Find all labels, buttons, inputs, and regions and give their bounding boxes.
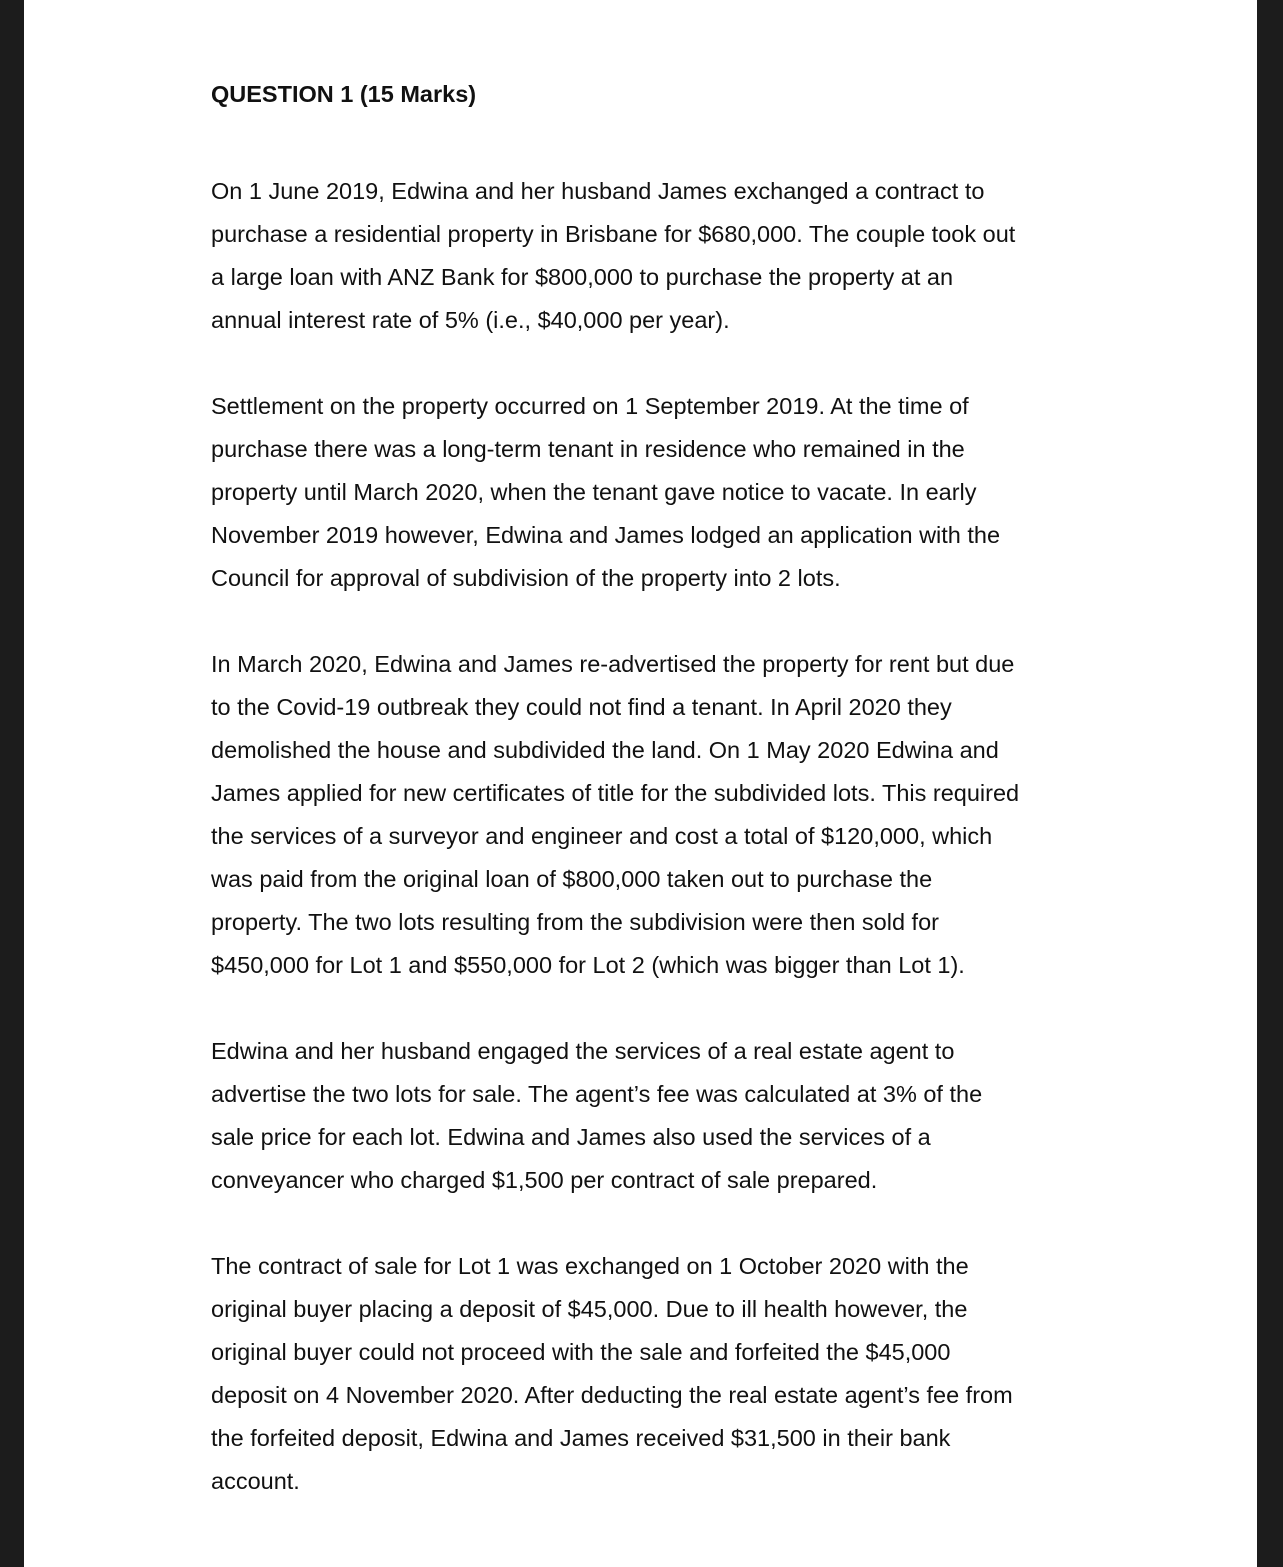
text-line: James applied for new certificates of title for the subdivided lots. This required	[211, 780, 1020, 806]
text-line: Settlement on the property occurred on 1 September 2019. At the time of	[211, 393, 969, 419]
text-line: On 1 June 2019, Edwina and her husband James exchanged a contract to	[211, 178, 985, 204]
document-page	[24, 0, 1257, 1567]
question-heading: QUESTION 1 (15 Marks)	[211, 81, 477, 107]
text-line: purchase there was a long-term tenant in residence who remained in the	[211, 436, 965, 462]
text-line: purchase a residential property in Brisbane for $680,000. The couple took out	[211, 221, 1016, 247]
paragraph-forfeited-deposit	[211, 1245, 1091, 1503]
paragraph-subdivision	[211, 643, 1091, 987]
text-line: was paid from the original loan of $800,000 taken out to purchase the	[211, 866, 933, 892]
paragraph-settlement	[211, 385, 1091, 600]
text-line: Council for approval of subdivision of the property into 2 lots.	[211, 565, 841, 591]
text-line: Edwina and her husband engaged the services of a real estate agent to	[211, 1038, 955, 1064]
text-line: conveyancer who charged $1,500 per contract of sale prepared.	[211, 1167, 878, 1193]
text-line: $450,000 for Lot 1 and $550,000 for Lot 2 (which was bigger than Lot 1).	[211, 952, 965, 978]
text-line: original buyer could not proceed with the sale and forfeited the $45,000	[211, 1339, 951, 1365]
text-line: sale price for each lot. Edwina and James also used the services of a	[211, 1124, 931, 1150]
text-line: original buyer placing a deposit of $45,000. Due to ill health however, the	[211, 1296, 968, 1322]
text-line: the services of a surveyor and engineer and cost a total of $120,000, which	[211, 823, 993, 849]
paragraph-agent-fees	[211, 1030, 1091, 1202]
text-line: a large loan with ANZ Bank for $800,000 to purchase the property at an	[211, 264, 954, 290]
text-line: property until March 2020, when the tenant gave notice to vacate. In early	[211, 479, 977, 505]
text-line: the forfeited deposit, Edwina and James received $31,500 in their bank	[211, 1425, 951, 1451]
text-line: to the Covid-19 outbreak they could not find a tenant. In April 2020 they	[211, 694, 952, 720]
text-line: property. The two lots resulting from the subdivision were then sold for	[211, 909, 939, 935]
text-line: In March 2020, Edwina and James re-advertised the property for rent but due	[211, 651, 1015, 677]
text-line: November 2019 however, Edwina and James lodged an application with the	[211, 522, 1001, 548]
document-content	[211, 74, 1091, 1503]
paragraph-purchase	[211, 170, 1091, 342]
text-line: advertise the two lots for sale. The agent’s fee was calculated at 3% of the	[211, 1081, 983, 1107]
text-line: account.	[211, 1468, 300, 1494]
text-line: The contract of sale for Lot 1 was exchanged on 1 October 2020 with the	[211, 1253, 969, 1279]
text-line: deposit on 4 November 2020. After deducting the real estate agent’s fee from	[211, 1382, 1013, 1408]
text-line: annual interest rate of 5% (i.e., $40,000 per year).	[211, 307, 730, 333]
text-line: demolished the house and subdivided the land. On 1 May 2020 Edwina and	[211, 737, 999, 763]
